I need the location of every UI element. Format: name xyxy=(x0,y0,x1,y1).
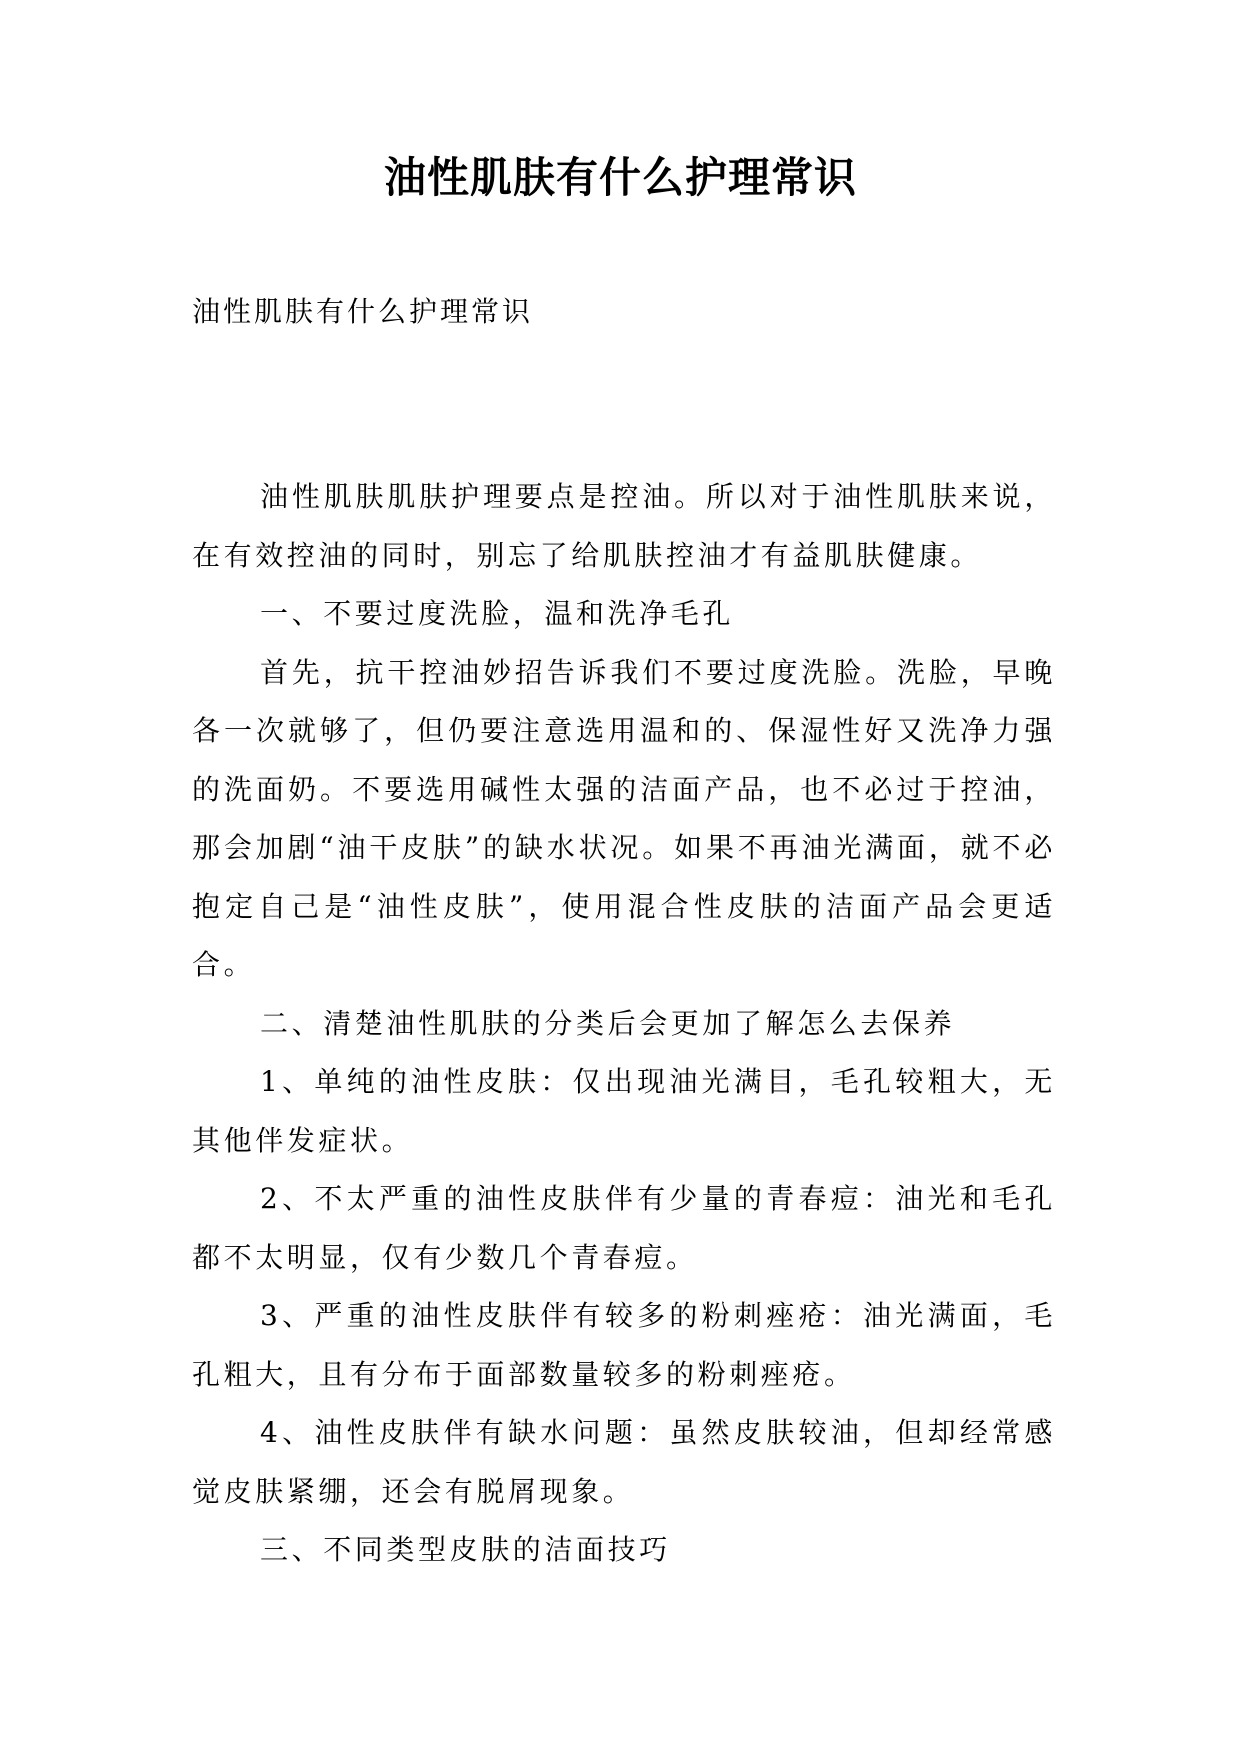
document-subtitle: 油性肌肤有什么护理常识 xyxy=(192,295,534,328)
list-item-4: 4、油性皮肤伴有缺水问题：虽然皮肤较油，但却经常感觉皮肤紧绷，还会有脱屑现象。 xyxy=(192,1416,1056,1508)
paragraph-intro: 油性肌肤肌肤护理要点是控油。所以对于油性肌肤来说，在有效控油的同时，别忘了给肌肤控油才有益肌肤健康。 xyxy=(192,480,1056,572)
list-item-1: 1、单纯的油性皮肤：仅出现油光满目，毛孔较粗大，无其他伴发症状。 xyxy=(192,1065,1056,1157)
paragraph-washing: 首先，抗干控油妙招告诉我们不要过度洗脸。洗脸，早晚各一次就够了，但仍要注意选用温和的、保湿性好又洗净力强的洗面奶。不要选用碱性太强的洁面产品，也不必过于控油，那会加剧“油干皮肤”的缺水状况。如果不再油光满面，就不必抱定自己是“油性皮肤”，使用混合性皮肤的洁面产品会更适合。 xyxy=(192,655,1056,981)
document-body xyxy=(192,468,1056,1580)
section-heading-3: 三、不同类型皮肤的洁面技巧 xyxy=(260,1533,671,1566)
section-heading-2: 二、清楚油性肌肤的分类后会更加了解怎么去保养 xyxy=(260,1006,956,1040)
document-title: 油性肌肤有什么护理常识 xyxy=(383,153,857,202)
list-item-3: 3、严重的油性皮肤伴有较多的粉刺痤疮：油光满面，毛孔粗大，且有分布于面部数量较多的粉刺痤疮。 xyxy=(192,1299,1056,1391)
list-item-2: 2、不太严重的油性皮肤伴有少量的青春痘：油光和毛孔都不太明显，仅有少数几个青春痘。 xyxy=(192,1182,1056,1274)
section-heading-1: 一、不要过度洗脸，温和洗净毛孔 xyxy=(260,597,735,630)
